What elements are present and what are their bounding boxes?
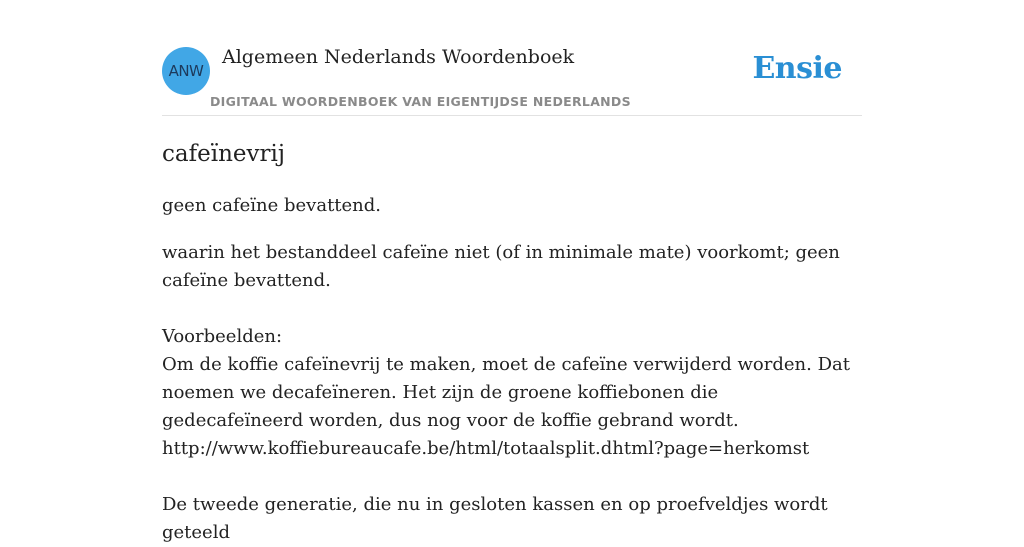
long-definition: waarin het bestanddeel cafeïne niet (of in minimale mate) voorkomt; geen cafeïne bevattend. <box>162 242 840 291</box>
examples-label: Voorbeelden: <box>162 326 283 347</box>
example-text: Om de koffie cafeïnevrij te maken, moet de cafeïne verwijderd worden. Dat noemen we decafeïneren. Het zijn de groene koffiebonen die gedecafeïneerd worden, dus nog voor de koffie gebrand wordt. <box>162 354 850 431</box>
ensie-brand-link[interactable]: Ensie <box>752 51 842 86</box>
example-source-link[interactable]: http://www.koffiebureaucafe.be/html/totaalsplit.dhtml?page=herkomst <box>162 438 810 459</box>
anw-logo-text: ANW <box>168 62 204 80</box>
entry-word: cafeïnevrij <box>162 141 285 167</box>
anw-logo[interactable] <box>162 47 210 95</box>
site-subtitle: DIGITAAL WOORDENBOEK VAN EIGENTIJDSE NEDERLANDS <box>210 94 631 109</box>
site-header <box>162 0 862 116</box>
short-definition: geen cafeïne bevattend. <box>162 195 382 216</box>
entry-content <box>162 136 862 547</box>
example-text: De tweede generatie, die nu in gesloten kassen en op proefveldjes wordt geteeld <box>162 494 828 543</box>
site-title: Algemeen Nederlands Woordenboek <box>222 46 575 68</box>
